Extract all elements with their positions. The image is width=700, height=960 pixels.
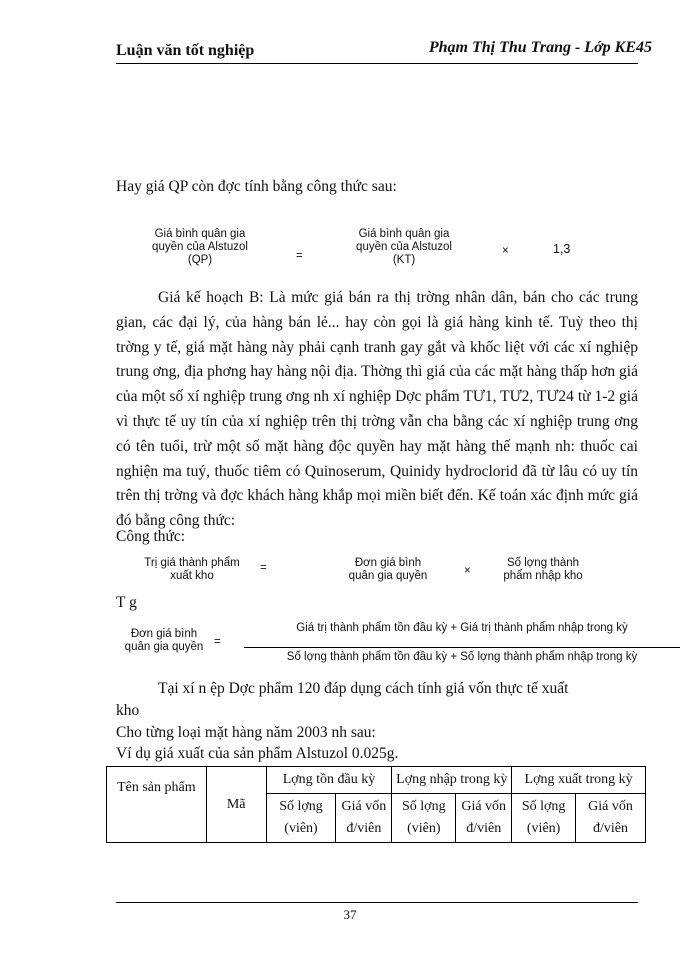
formula3-left-line1: Đơn giá bình <box>130 628 198 640</box>
col-product-name: Tên sản phẩm <box>107 767 207 843</box>
example-line: Ví dụ giá xuất của sản phẩm Alstuzol 0.025g. <box>116 745 399 762</box>
formula2-right <box>478 557 608 583</box>
sub-price-opening: Giá vốn đ/viên <box>336 794 392 843</box>
formula1-mid <box>334 228 474 267</box>
group-received: Lợng nhập trong kỳ <box>392 767 512 794</box>
formula1-left-line3: (QP) <box>187 254 213 266</box>
formula1-factor: 1,3 <box>553 242 571 256</box>
formula1-mid-line2: quyền của Alstuzol <box>356 241 452 253</box>
inventory-table <box>106 766 646 843</box>
formula3-numerator: Giá trị thành phẩm tồn đầu kỳ + Giá trị thành phẩm nhập trong kỳ <box>296 622 628 634</box>
formula2-equals: = <box>260 562 267 574</box>
header-rule <box>116 63 638 64</box>
formula2-left-line2: xuất kho <box>170 570 214 582</box>
main-paragraph: Giá kế hoạch B: Là mức giá bán ra thị trờng nhân dân, bán cho các trung gian, các đại lý, của hàng bán lẻ... hay còn gọi là giá hàng kinh tế. Tuỳ theo thị trờng y tế, giá mặt hàng này phải cạnh tranh gay gắt và khốc liệt với các xí nghiệp trung ơng, địa phơng hay hàng nội địa. Thờng thì giá của các mặt hàng thấp hơn giá của một số xí nghiệp trung ơng nh xí nghiệp Dợc phẩm TƯ1, TƯ2, TƯ24 từ 1-2 giá vì thực tế uy tín của xí nghiệp trên thị trờng vẫn cha bằng các xí nghiệp trung ơng có tên tuổi, trừ một số mặt hàng độc quyền hay mặt hàng thế mạnh nh: thuốc cai nghiện ma tuý, thuốc tiêm có Quinoserum, Quinidy hydroclorid đã từ lâu có uy tín trên thị trờng và đợc khách hàng khắp mọi miền biết đến. Kế toán xác định mức giá đó bằng công thức: <box>116 289 638 530</box>
formula2-left-line1: Trị giá thành phẩm <box>144 557 240 569</box>
formula2-right-line1: Số lợng thành <box>506 557 580 569</box>
group-opening-stock: Lợng tồn đầu kỳ <box>266 767 392 794</box>
formula1-equals: = <box>296 250 303 262</box>
intro-text: Hay giá QP còn đợc tính bằng công thức sau: <box>116 178 397 195</box>
page-number: 37 <box>343 907 357 922</box>
applied-method-line-cont: kho <box>116 702 140 719</box>
formula1-left-line1: Giá bình quân gia <box>154 228 246 240</box>
sub-qty-opening: Số lợng (viên) <box>266 794 336 843</box>
sub-qty-received: Số lợng (viên) <box>392 794 456 843</box>
formula2-times: × <box>464 565 471 577</box>
applied-method-line: Tại xí n ệp Dợc phẩm 120 đáp dụng cách tính giá vốn thực tế xuất <box>158 680 569 697</box>
sub-price-issued: Giá vốn đ/viên <box>576 794 646 843</box>
header-author: Phạm Thị Thu Trang - Lớp KE45 <box>428 39 652 56</box>
formula2-right-line2: phẩm nhập kho <box>503 570 583 582</box>
sub-price-received: Giá vốn đ/viên <box>456 794 512 843</box>
formula1-left-line2: quyền của Alstuzol <box>152 241 248 253</box>
formula3-denominator: Số lợng thành phẩm tồn đầu kỳ + Số lợng thành phẩm nhập trong kỳ <box>286 651 638 663</box>
cong-thuc-label: Công thức: <box>116 528 186 545</box>
col-code: Mã <box>206 767 266 843</box>
formula2-mid <box>318 557 458 583</box>
formula3-left <box>108 628 220 654</box>
formula1-left <box>130 228 270 267</box>
formula2-mid-line1: Đơn giá bình <box>354 557 422 569</box>
formula3-equals: = <box>214 636 221 648</box>
formula3-left-line2: quân gia quyền <box>124 641 204 653</box>
year-line: Cho từng loại mặt hàng năm 2003 nh sau: <box>116 724 376 741</box>
fraction-line <box>244 647 680 648</box>
formula1-mid-line1: Giá bình quân gia <box>358 228 450 240</box>
trong-do-label: T g <box>116 594 137 611</box>
sub-qty-issued: Số lợng (viên) <box>512 794 576 843</box>
header-title: Luận văn tốt nghiệp <box>116 42 255 59</box>
group-issued: Lợng xuất trong kỳ <box>512 767 646 794</box>
table-header-row <box>107 767 646 794</box>
formula1-mid-line3: (KT) <box>392 254 416 266</box>
formula2-mid-line2: quân gia quyền <box>348 570 428 582</box>
footer-rule <box>116 902 638 903</box>
formula2-left <box>122 557 262 583</box>
formula1-times: × <box>502 245 509 257</box>
